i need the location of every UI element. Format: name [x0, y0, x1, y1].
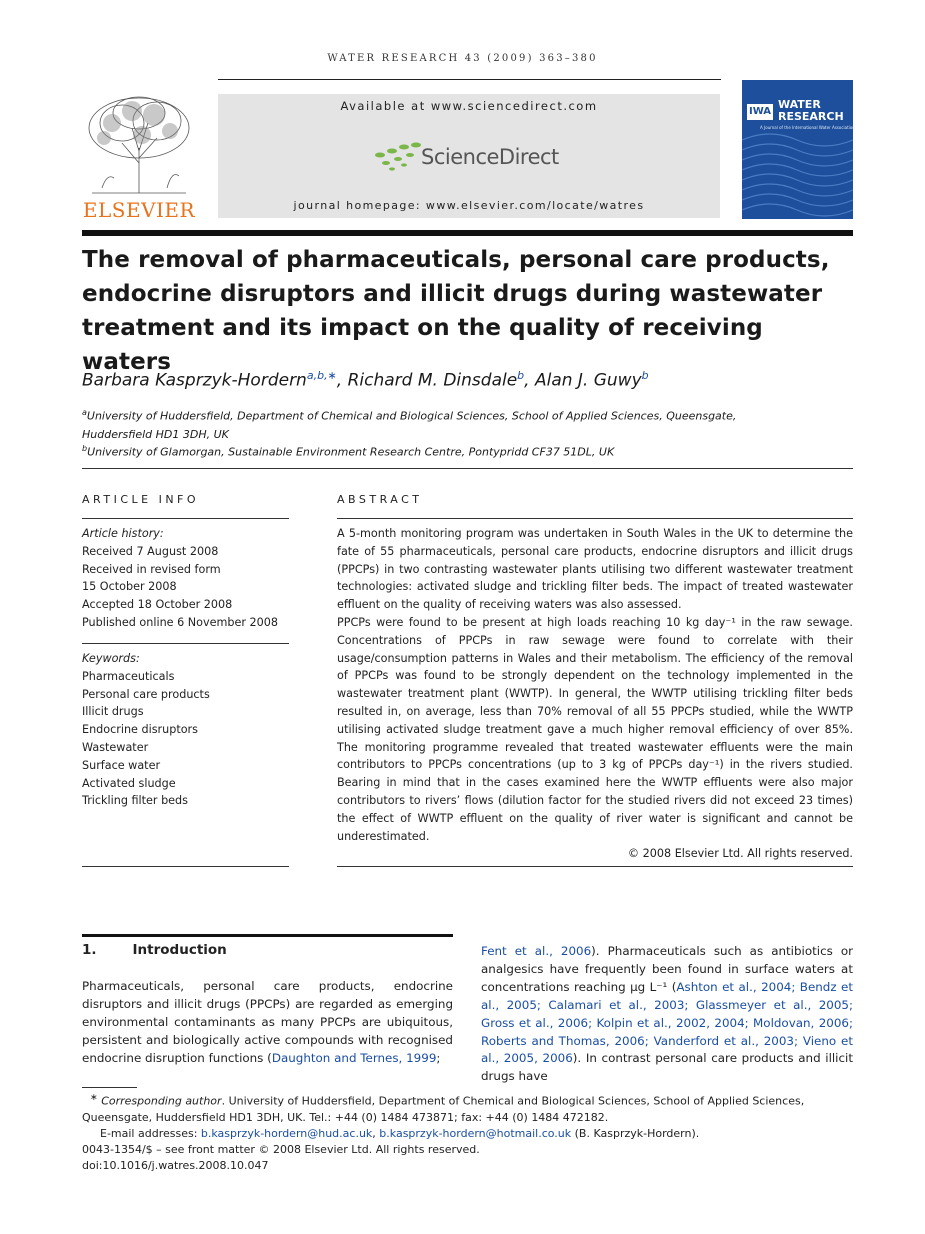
corresponding-text: . University of Huddersfield, Department of Chemical and Biological Sciences, School of Applied Sciences, Queensgate, Huddersfield HD1 3DH, UK. Tel.: +44 (0) 1484 473871; fax: +44 (0) 1484 472182.	[82, 1094, 805, 1124]
divider	[82, 468, 853, 469]
cover-subtitle: A Journal of the International Water Association	[760, 125, 855, 130]
article-history	[82, 525, 289, 632]
keyword-item: Activated sludge	[82, 776, 176, 790]
email-separator: ,	[372, 1126, 380, 1140]
citation-link[interactable]: Daughton and Ternes, 1999	[271, 1050, 437, 1065]
email-label: E-mail addresses:	[100, 1126, 201, 1140]
history-item: Published online 6 November 2008	[82, 615, 278, 629]
journal-homepage-text: journal homepage: www.elsevier.com/locate/watres	[293, 199, 645, 212]
abstract-paragraph: PPCPs were found to be present at high loads reaching 10 kg day⁻¹ in the raw sewage. Concentrations of PPCPs in raw sewage were found to correlate with their usage/consumption patterns in Wales and their metabolism. The efficiency of the removal of PPCPs was found to be strongly dependent on the technology implemented in the wastewater treatment plant (WWTP). In general, the WWTP utilising trickling filter beds resulted in, on average, less than 70% removal of all 55 PPCPs studied, while the WWTP utilising activated sludge treatment gave a much higher removal efficiency of over 85%. The monitoring programme revealed that treated wastewater effluents were the main contributors to PPCPs concentrations (up to 3 kg of PPCPs day⁻¹) in the rivers studied. Bearing in mind that in the cases examined here the WWTP effluents were also major contributors to rivers’ flows (dilution factor for the studied rivers did not exceed 23 times) the effect of WWTP effluent on the quality of river water is significant and cannot be underestimated.	[337, 615, 853, 843]
divider	[82, 643, 289, 644]
keyword-item: Pharmaceuticals	[82, 669, 175, 683]
keyword-item: Personal care products	[82, 687, 210, 701]
author-name: Richard M. Dinsdale	[347, 370, 518, 391]
author-affiliation-mark[interactable]: b	[517, 369, 525, 382]
cover-title-line1: WATER	[778, 98, 821, 111]
section-heading	[82, 942, 227, 958]
iwa-logo: IWA	[747, 104, 773, 120]
sciencedirect-leaf-icon	[372, 141, 422, 173]
history-item: Received in revised form	[82, 562, 221, 576]
issn-line: 0043-1354/$ – see front matter © 2008 Elsevier Ltd. All rights reserved.	[82, 1142, 480, 1156]
title-rule	[82, 230, 853, 236]
sd-available-text: Available at www.sciencedirect.com	[340, 99, 598, 113]
author-name: Barbara Kasprzyk-Hordern	[82, 370, 307, 391]
email-link[interactable]: b.kasprzyk-hordern@hotmail.co.uk	[379, 1126, 572, 1140]
divider	[337, 866, 853, 867]
affiliation-mark: b	[82, 444, 88, 453]
elsevier-wordmark: ELSEVIER	[82, 198, 196, 222]
email-owner: (B. Kasprzyk-Hordern).	[571, 1126, 700, 1140]
section-number: 1.	[82, 942, 97, 958]
affiliation-a	[82, 404, 853, 444]
header-rule	[218, 79, 721, 80]
keyword-item: Wastewater	[82, 740, 149, 754]
history-label: Article history:	[82, 527, 164, 540]
body-text: ). Pharmaceuticals such as antibiotics or analgesics have frequently been found in surface waters at concentrations reaching μg L⁻¹ (	[481, 944, 853, 994]
author-affiliation-mark[interactable]: b	[641, 369, 649, 382]
author-separator: ,	[336, 370, 348, 391]
email-link[interactable]: b.kasprzyk-hordern@hud.ac.uk	[200, 1126, 373, 1140]
history-item: Accepted 18 October 2008	[82, 598, 233, 612]
divider	[82, 518, 289, 519]
cover-title	[778, 99, 844, 123]
sciencedirect-brand: ScienceDirect	[421, 145, 559, 169]
footnote-rule	[82, 1087, 137, 1088]
cover-title-line2: RESEARCH	[778, 110, 844, 123]
body-text: ;	[436, 1050, 441, 1065]
author-separator: ,	[524, 370, 535, 391]
author-list	[82, 369, 649, 391]
divider	[82, 866, 289, 867]
history-item: Received 7 August 2008	[82, 544, 219, 558]
article-info-heading: ARTICLE INFO	[82, 493, 200, 506]
abstract-body	[337, 525, 853, 863]
doi-line: doi:10.1016/j.watres.2008.10.047	[82, 1158, 269, 1172]
intro-right-column	[481, 943, 853, 1086]
author-name: Alan J. Guwy	[534, 370, 642, 391]
author-affiliation-mark[interactable]: a,b,∗	[306, 369, 337, 382]
footnote-mark: ∗	[90, 1092, 98, 1103]
intro-left-column	[82, 978, 453, 1068]
article-title: The removal of pharmaceuticals, personal care products, endocrine disruptors and illicit drugs during wastewater treatment and its impact on the quality of receiving waters	[82, 247, 830, 375]
body-text: ). In contrast personal care products and illicit drugs have	[481, 1051, 853, 1084]
keyword-item: Surface water	[82, 758, 161, 772]
body-text: Pharmaceuticals, personal care products, endocrine disruptors and illicit drugs (PPCPs) are regarded as emerging environmental contaminants as many PPCPs are ubiquitous, persistent and biologically active compounds with recognised endocrine disruption functions (	[82, 979, 453, 1065]
affiliation-mark: a	[82, 408, 87, 417]
abstract-paragraph: A 5-month monitoring program was undertaken in South Wales in the UK to determine the fate of 55 pharmaceuticals, personal care products, endocrine disruptors and illicit drugs (PPCPs) in two contrasting wastewater plants utilising two different wastewater treatment technologies: activated sludge and trickling filter beds. The impact of treated wastewater effluent on the quality of receiving waters was also assessed.	[337, 527, 853, 612]
footnotes	[82, 1090, 853, 1174]
affiliation-text: University of Glamorgan, Sustainable Environment Research Centre, Pontypridd CF37 51DL, UK	[87, 445, 615, 459]
citation-link[interactable]: Ashton et al., 2004; Bendz et al., 2005; Calamari et al., 2003; Glassmeyer et al., 2005; Gross et al., 2006; Kolpin et al., 2002, 2004; Moldovan, 2006; Roberts and Thomas, 2006; Vanderford et al., 2003; Vieno et al., 2005, 2006	[481, 979, 853, 1066]
section-title: Introduction	[132, 942, 227, 958]
divider	[337, 518, 853, 519]
abstract-copyright: © 2008 Elsevier Ltd. All rights reserved.	[627, 847, 853, 861]
affiliation-text-cont: Huddersfield HD1 3DH, UK	[82, 427, 229, 441]
history-item: 15 October 2008	[82, 580, 177, 594]
affiliation-text: University of Huddersfield, Department of Chemical and Biological Sciences, School of Applied Sciences, Queensgate,	[86, 409, 737, 423]
keyword-item: Trickling filter beds	[82, 794, 188, 808]
elsevier-tree-logo	[82, 93, 196, 195]
keywords	[82, 650, 289, 810]
keyword-item: Illicit drugs	[82, 705, 144, 719]
corresponding-label: Corresponding author	[101, 1094, 222, 1108]
keywords-label: Keywords:	[82, 652, 140, 665]
citation-link[interactable]: Fent et al., 2006	[481, 944, 592, 958]
intro-rule	[82, 934, 453, 937]
affiliation-b	[82, 440, 853, 462]
running-head: WATER RESEARCH 43 (2009) 363–380	[327, 53, 598, 64]
abstract-heading: ABSTRACT	[337, 493, 423, 506]
keyword-item: Endocrine disruptors	[82, 723, 198, 737]
